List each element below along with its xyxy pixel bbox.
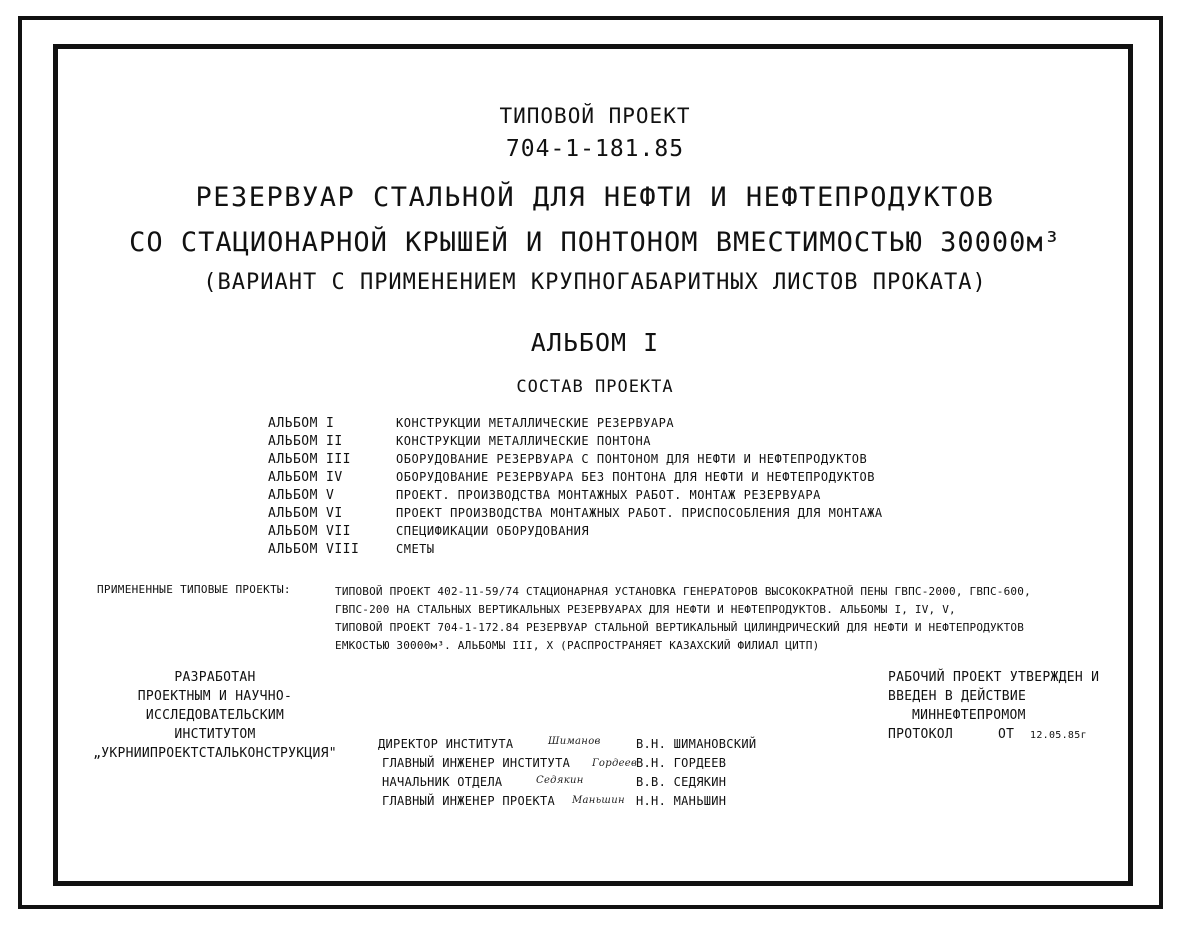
signature: Гордеев [592,758,638,769]
signatory-row: ГЛАВНЫЙ ИНЖЕНЕР ПРОЕКТА Маньшин Н.Н. МАНЬШИН [382,794,727,808]
approval-block: РАБОЧИЙ ПРОЕКТ УТВЕРЖДЕН И ВВЕДЕН В ДЕЙСТВИЕ МИННЕФТЕПРОМОМ ПРОТОКОЛ ОТ 12.05.85г [888,668,1118,744]
album-row: АЛЬБОМ IV ОБОРУДОВАНИЕ РЕЗЕРВУАРА БЕЗ ПОНТОНА ДЛЯ НЕФТИ И НЕФТЕПРОДУКТОВ [268,470,875,485]
signatory-row: НАЧАЛЬНИК ОТДЕЛА Седякин В.В. СЕДЯКИН [382,775,727,789]
album-row: АЛЬБОМ VI ПРОЕКТ ПРОИЗВОДСТВА МОНТАЖНЫХ РАБОТ. ПРИСПОСОБЛЕНИЯ ДЛЯ МОНТАЖА [268,506,883,521]
header-project-number: 704-1-181.85 [505,136,685,162]
header-project-type: ТИПОВОЙ ПРОЕКТ [499,104,691,128]
title-line-1: РЕЗЕРВУАР СТАЛЬНОЙ ДЛЯ НЕФТИ И НЕФТЕПРОДУКТОВ [195,182,995,213]
albums-list [268,416,988,560]
album-row: АЛЬБОМ I КОНСТРУКЦИИ МЕТАЛЛИЧЕСКИЕ РЕЗЕРВУАРА [268,416,675,431]
album-row: АЛЬБОМ III ОБОРУДОВАНИЕ РЕЗЕРВУАРА С ПОНТОНОМ ДЛЯ НЕФТИ И НЕФТЕПРОДУКТОВ [268,452,868,467]
signatory-row: ГЛАВНЫЙ ИНЖЕНЕР ИНСТИТУТА Гордеев В.Н. ГОРДЕЕВ [382,756,727,770]
signature: Шиманов [548,736,601,747]
title-line-2: СО СТАЦИОНАРНОЙ КРЫШЕЙ И ПОНТОНОМ ВМЕСТИМОСТЬЮ 30000м³ [129,227,1061,258]
protocol-row: ПРОТОКОЛ ОТ 12.05.85г [888,727,1087,742]
title-line-3: (ВАРИАНТ С ПРИМЕНЕНИЕМ КРУПНОГАБАРИТНЫХ ЛИСТОВ ПРОКАТА) [203,270,987,295]
applied-line: ТИПОВОЙ ПРОЕКТ 704-1-172.84 РЕЗЕРВУАР СТАЛЬНОЙ ВЕРТИКАЛЬНЫЙ ЦИЛИНДРИЧЕСКИЙ ДЛЯ НЕФТИ И НЕФТЕПРОДУКТОВ [335,621,1025,634]
developer-block: РАЗРАБОТАН ПРОЕКТНЫМ И НАУЧНО- ИССЛЕДОВАТЕЛЬСКИМ ИНСТИТУТОМ „УКРНИИПРОЕКТСТАЛЬКОНСТРУКЦИЯ" [93,670,337,761]
signatories-block [378,737,778,813]
applied-projects-text [335,583,1031,655]
signature: Седякин [536,775,584,786]
applied-line: ТИПОВОЙ ПРОЕКТ 402-11-59/74 СТАЦИОНАРНАЯ УСТАНОВКА ГЕНЕРАТОРОВ ВЫСОКОКРАТНОЙ ПЕНЫ ГВПС-2000, ГВПС-600, [335,585,1031,598]
contents-heading: СОСТАВ ПРОЕКТА [516,377,674,397]
applied-projects-label: ПРИМЕНЕННЫЕ ТИПОВЫЕ ПРОЕКТЫ: [97,583,291,596]
signatory-row: ДИРЕКТОР ИНСТИТУТА Шиманов В.Н. ШИМАНОВСКИЙ [378,736,757,751]
album-row: АЛЬБОМ V ПРОЕКТ. ПРОИЗВОДСТВА МОНТАЖНЫХ РАБОТ. МОНТАЖ РЕЗЕРВУАРА [268,488,821,503]
signature: Маньшин [572,795,625,806]
applied-line: ГВПС-200 НА СТАЛЬНЫХ ВЕРТИКАЛЬНЫХ РЕЗЕРВУАРАХ ДЛЯ НЕФТИ И НЕФТЕПРОДУКТОВ. АЛЬБОМЫ I, IV, V, [335,603,956,616]
album-row: АЛЬБОМ VIII СМЕТЫ [268,542,435,557]
album-row: АЛЬБОМ VII СПЕЦИФИКАЦИИ ОБОРУДОВАНИЯ [268,524,590,539]
album-heading: АЛЬБОМ I [530,328,660,357]
album-row: АЛЬБОМ II КОНСТРУКЦИИ МЕТАЛЛИЧЕСКИЕ ПОНТОНА [268,434,651,449]
applied-line: ЕМКОСТЬЮ 30000м³. АЛЬБОМЫ III, X (РАСПРОСТРАНЯЕТ КАЗАХСКИЙ ФИЛИАЛ ЦИТП) [335,639,820,652]
